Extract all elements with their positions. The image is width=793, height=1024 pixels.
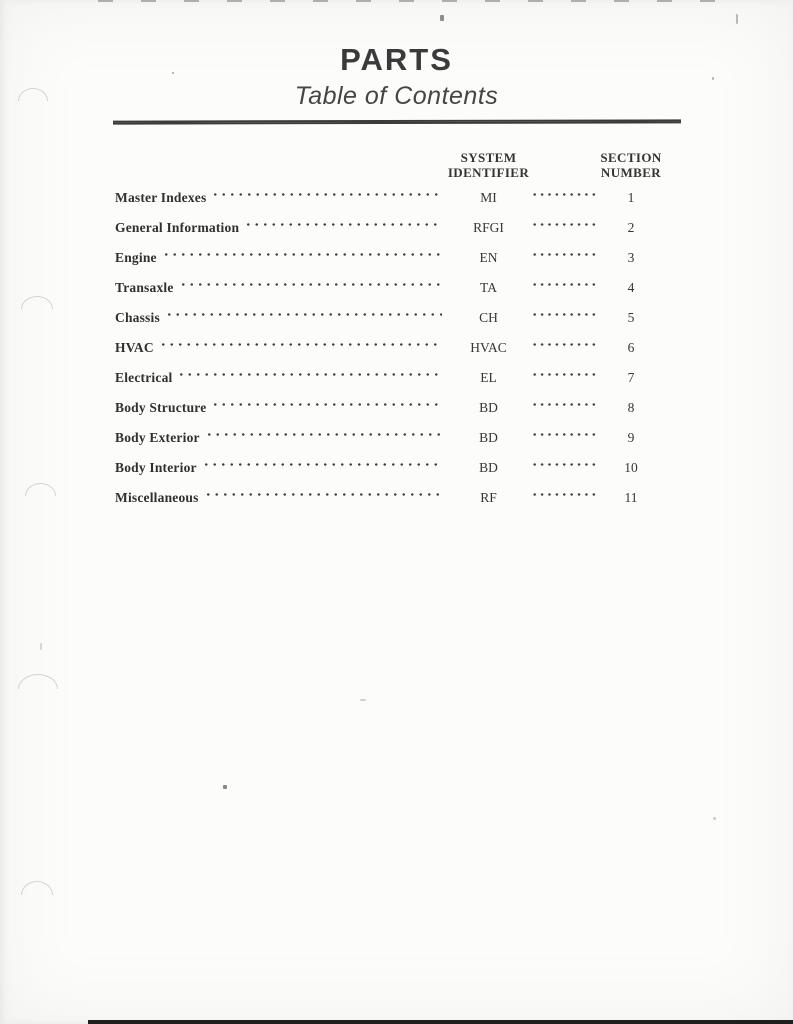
scan-speck bbox=[736, 14, 738, 24]
toc-row-number: 5 bbox=[627, 310, 635, 325]
toc-row-number: 3 bbox=[627, 250, 635, 265]
toc-row-label: Body Interior bbox=[115, 460, 197, 475]
toc-row-hvac bbox=[115, 339, 665, 369]
dot-leader-short bbox=[531, 339, 597, 352]
dot-leader-short bbox=[531, 309, 597, 322]
toc-row-label: HVAC bbox=[115, 340, 154, 355]
toc-row-general-information bbox=[115, 219, 665, 249]
dot-leader-short bbox=[531, 459, 597, 472]
toc-row-label: Body Exterior bbox=[115, 430, 200, 445]
toc-row-body-structure bbox=[115, 399, 665, 429]
dot-leader bbox=[211, 189, 442, 202]
dot-leader bbox=[205, 429, 442, 442]
column-header-system-identifier bbox=[446, 150, 531, 180]
toc-row-label: Electrical bbox=[115, 370, 173, 385]
toc-row-transaxle bbox=[115, 279, 665, 309]
dot-leader-short bbox=[531, 249, 597, 262]
toc-row-label: Body Structure bbox=[115, 400, 207, 415]
scan-top-edge-artifact bbox=[98, 0, 716, 2]
toc-row-body-interior bbox=[115, 459, 665, 489]
dot-leader-short bbox=[531, 219, 597, 232]
hole-punch-arc bbox=[21, 881, 53, 895]
dot-leader-short bbox=[531, 189, 597, 202]
scan-speck bbox=[440, 15, 444, 21]
dot-leader bbox=[202, 459, 442, 472]
toc-row-identifier: CH bbox=[479, 310, 498, 325]
column-header-section-number bbox=[597, 150, 665, 180]
scan-speck bbox=[40, 643, 42, 650]
scan-speck bbox=[172, 72, 174, 74]
toc-row-number: 6 bbox=[627, 340, 635, 355]
dot-leader bbox=[177, 369, 442, 382]
dot-leader bbox=[204, 489, 442, 502]
page-subtitle: Table of Contents bbox=[294, 82, 499, 110]
toc-row-identifier: HVAC bbox=[470, 340, 507, 355]
column-header-line: NUMBER bbox=[600, 165, 662, 180]
toc-row-number: 7 bbox=[627, 370, 635, 385]
toc-row-label: Chassis bbox=[115, 310, 160, 325]
column-header-line: SECTION bbox=[600, 150, 662, 165]
dot-leader bbox=[211, 399, 442, 412]
toc-row-identifier: BD bbox=[479, 430, 498, 445]
toc-row-engine bbox=[115, 249, 665, 279]
hole-punch-arc bbox=[21, 296, 53, 309]
scan-speck bbox=[712, 77, 714, 80]
toc-row-identifier: EN bbox=[479, 250, 498, 265]
dot-leader-short bbox=[531, 429, 597, 442]
scan-speck bbox=[713, 817, 716, 820]
toc-row-master-indexes bbox=[115, 189, 665, 219]
toc-row-label: General Information bbox=[115, 220, 240, 235]
toc-row-identifier: EL bbox=[480, 370, 497, 385]
toc-row-number: 9 bbox=[627, 430, 635, 445]
toc-table bbox=[115, 150, 665, 519]
toc-row-label: Miscellaneous bbox=[115, 490, 199, 505]
toc-rows bbox=[115, 189, 665, 519]
scan-speck bbox=[223, 785, 227, 789]
toc-row-number: 1 bbox=[627, 190, 635, 205]
dot-leader bbox=[162, 249, 442, 262]
dot-leader-short bbox=[531, 279, 597, 292]
dot-leader-short bbox=[531, 489, 597, 502]
toc-row-body-exterior bbox=[115, 429, 665, 459]
toc-header-spacer bbox=[115, 150, 446, 180]
toc-row-identifier: RF bbox=[480, 490, 497, 505]
toc-row-label: Transaxle bbox=[115, 280, 174, 295]
toc-row-number: 8 bbox=[627, 400, 635, 415]
toc-row-chassis bbox=[115, 309, 665, 339]
toc-row-number: 10 bbox=[624, 460, 638, 475]
toc-row-number: 2 bbox=[627, 220, 635, 235]
toc-row-identifier: BD bbox=[479, 400, 498, 415]
dot-leader bbox=[244, 219, 442, 232]
page-title: PARTS bbox=[340, 42, 453, 77]
page-header bbox=[0, 42, 793, 124]
title-divider-rule bbox=[113, 119, 681, 124]
column-header-line: SYSTEM bbox=[460, 150, 517, 165]
toc-row-label: Engine bbox=[115, 250, 157, 265]
hole-punch-arc bbox=[18, 674, 58, 689]
toc-row-identifier: MI bbox=[480, 190, 497, 205]
dot-leader-short bbox=[531, 399, 597, 412]
toc-row-label: Master Indexes bbox=[115, 190, 207, 205]
column-header-line: IDENTIFIER bbox=[447, 165, 530, 180]
toc-row-identifier: RFGI bbox=[473, 220, 504, 235]
toc-header-row bbox=[115, 150, 665, 180]
toc-row-electrical bbox=[115, 369, 665, 399]
toc-header-gap bbox=[531, 150, 597, 180]
dot-leader bbox=[159, 339, 442, 352]
toc-row-identifier: TA bbox=[480, 280, 497, 295]
dot-leader bbox=[179, 279, 442, 292]
toc-row-number: 11 bbox=[624, 490, 638, 505]
scan-bottom-edge-bar bbox=[88, 1020, 793, 1024]
hole-punch-arc bbox=[25, 483, 56, 496]
scan-speck bbox=[360, 699, 366, 701]
dot-leader bbox=[165, 309, 442, 322]
dot-leader-short bbox=[531, 369, 597, 382]
toc-row-number: 4 bbox=[627, 280, 635, 295]
toc-row-identifier: BD bbox=[479, 460, 498, 475]
toc-row-miscellaneous bbox=[115, 489, 665, 519]
